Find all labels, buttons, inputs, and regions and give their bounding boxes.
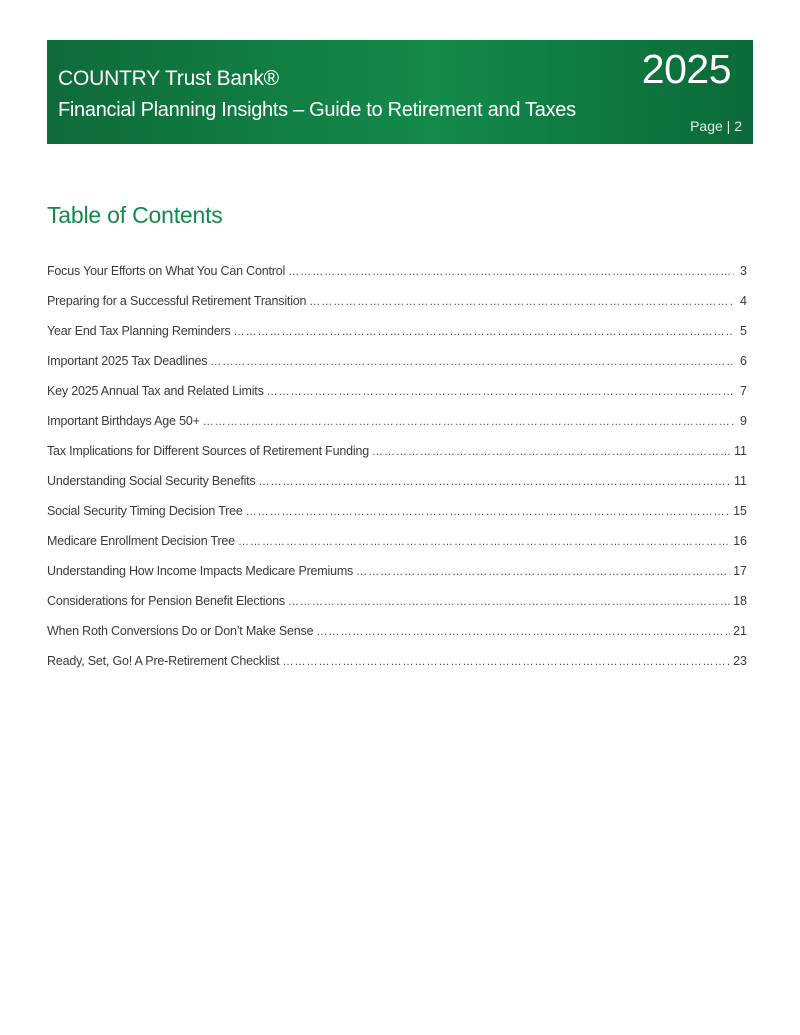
document-year: 2025 xyxy=(641,46,731,92)
toc-entry-label: Considerations for Pension Benefit Elections xyxy=(47,594,285,608)
toc-entry[interactable] xyxy=(47,414,747,444)
toc-entry-page: 4 xyxy=(740,294,747,308)
toc-entry[interactable] xyxy=(47,594,747,624)
toc-entry-page: 15 xyxy=(733,504,747,518)
toc-entry[interactable] xyxy=(47,264,747,294)
toc-entry[interactable] xyxy=(47,474,747,504)
toc-entry-label: Focus Your Efforts on What You Can Control xyxy=(47,264,286,278)
toc-leader-dots xyxy=(288,266,734,278)
toc-entry-label: Social Security Timing Decision Tree xyxy=(47,504,243,518)
toc-entry[interactable] xyxy=(47,654,747,684)
toc-entry-label: When Roth Conversions Do or Don’t Make Sense xyxy=(47,624,314,638)
toc-entry-page: 7 xyxy=(740,384,747,398)
toc-leader-dots xyxy=(259,476,732,488)
page-number: Page | 2 xyxy=(690,118,742,134)
toc-entry-label: Preparing for a Successful Retirement Transition xyxy=(47,294,307,308)
toc-leader-dots xyxy=(282,656,730,668)
document-subtitle: Financial Planning Insights – Guide to Retirement and Taxes xyxy=(58,99,576,121)
toc-entry[interactable] xyxy=(47,444,747,474)
toc-entry-page: 6 xyxy=(740,354,747,368)
toc-title: Table of Contents xyxy=(47,202,223,228)
toc-leader-dots xyxy=(288,596,730,608)
toc-entry-label: Important Birthdays Age 50+ xyxy=(47,414,200,428)
toc-entry-label: Medicare Enrollment Decision Tree xyxy=(47,534,235,548)
toc-entry-label: Key 2025 Annual Tax and Related Limits xyxy=(47,384,264,398)
toc-entry-label: Understanding Social Security Benefits xyxy=(47,474,256,488)
toc-entry[interactable] xyxy=(47,564,747,594)
toc-entry-label: Understanding How Income Impacts Medicare Premiums xyxy=(47,564,354,578)
toc-leader-dots xyxy=(316,626,730,638)
toc-leader-dots xyxy=(246,506,730,518)
toc-entry-page: 17 xyxy=(733,564,747,578)
toc-leader-dots xyxy=(210,356,734,368)
toc-entry-page: 5 xyxy=(740,324,747,338)
brand-name: COUNTRY Trust Bank® xyxy=(58,67,279,90)
toc-entry-page: 9 xyxy=(740,414,747,428)
toc-leader-dots xyxy=(234,326,734,338)
toc-entry[interactable] xyxy=(47,294,747,324)
toc-entry-page: 11 xyxy=(734,474,747,488)
toc-entry-page: 23 xyxy=(733,654,747,668)
toc-entry[interactable] xyxy=(47,354,747,384)
toc-entry[interactable] xyxy=(47,384,747,414)
toc-entry-page: 18 xyxy=(733,594,747,608)
toc-entry-page: 16 xyxy=(733,534,747,548)
toc-entry[interactable] xyxy=(47,534,747,564)
toc-entry-label: Tax Implications for Different Sources of Retirement Funding xyxy=(47,444,369,458)
toc-entry-page: 21 xyxy=(733,624,747,638)
toc-leader-dots xyxy=(356,566,730,578)
toc-entry[interactable] xyxy=(47,324,747,354)
toc-entry[interactable] xyxy=(47,504,747,534)
toc-leader-dots xyxy=(267,386,734,398)
toc-leader-dots xyxy=(309,296,734,308)
toc-leader-dots xyxy=(238,536,730,548)
toc-entry[interactable] xyxy=(47,624,747,654)
table-of-contents xyxy=(47,264,747,684)
toc-entry-page: 3 xyxy=(740,264,747,278)
toc-entry-label: Year End Tax Planning Reminders xyxy=(47,324,231,338)
toc-leader-dots xyxy=(203,416,734,428)
toc-entry-label: Ready, Set, Go! A Pre-Retirement Checklist xyxy=(47,654,280,668)
toc-entry-label: Important 2025 Tax Deadlines xyxy=(47,354,208,368)
toc-leader-dots xyxy=(372,446,731,458)
toc-entry-page: 11 xyxy=(734,444,747,458)
document-header xyxy=(47,40,753,144)
